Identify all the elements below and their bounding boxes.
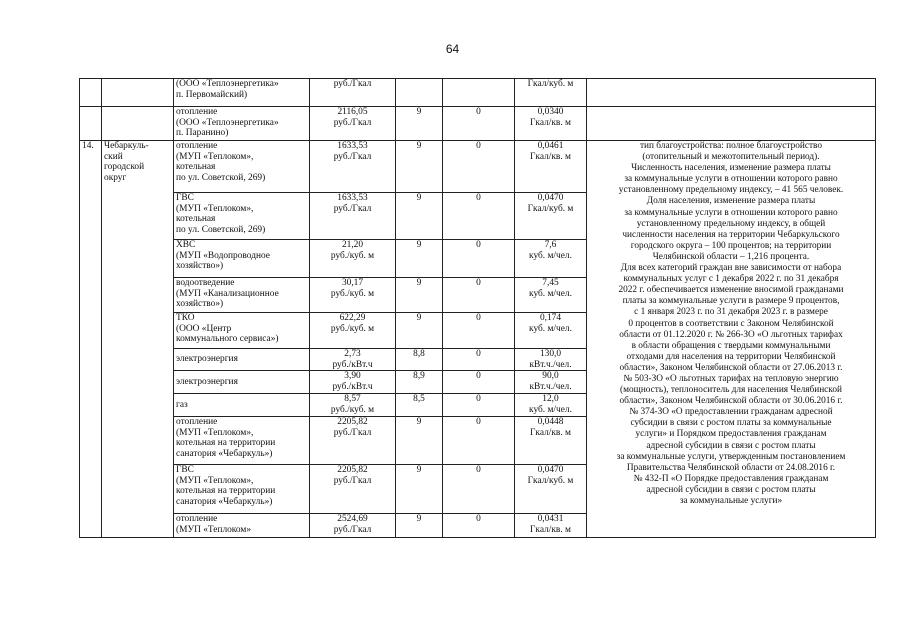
service-cell: ГВС (МУП «Теплоком», котельная на территории санатория «Чебаркуль») <box>174 465 310 514</box>
volume-cell: 0,0431 Гкал/кв. м <box>515 514 587 538</box>
change-cell: 0 <box>443 107 515 141</box>
municipality-name: Чебаркуль- ский городской округ <box>102 141 174 538</box>
change-cell: 0 <box>443 240 515 278</box>
volume-cell: 0,174 куб. м/чел. <box>515 313 587 349</box>
service-cell: водоотведение (МУП «Канализационное хозяйство») <box>174 278 310 313</box>
change-cell: 0 <box>443 141 515 193</box>
tariff-cell: 2205,82 руб./Гкал <box>310 465 396 514</box>
service-cell: отопление (ООО «Теплоэнергетика» п. Паранино) <box>174 107 310 141</box>
notes-cell: тип благоустройства: полное благоустройство (отопительный и межотопительный период). Численность населения, изменение размера платы за коммунальные услуги в отношении которого равно установленному предельному индексу, – 41 565 человек. Доля населения, изменение размера платы за коммунальные услуги в отношении которого равно установленному предельному индексу, в общей численности населения на территории Чебаркульского городского округа – 100 процентов; на территории Челябинской области – 1,216 процента. Для всех категорий граждан вне зависимости от набора коммунальных услуг с 1 декабря 2022 г. по 31 декабря 2022 г. обеспечивается изменение вносимой гражданами платы за коммунальные услуги в размере 9 процентов, с 1 января 2023 г. по 31 декабря 2023 г. в размере 0 процентов в соответствии с Законом Челябинской области от 01.12.2020 г. № 266-ЗО «О льготных тарифах в области обращения с твердыми коммунальными отходами для населения на территории Челябинской области», Законом Челябинской области от 27.06.2013 г. № 503-ЗО «О льготных тарифах на тепловую энергию (мощность), теплоноситель для населения Челябинской области», Законом Челябинской области от 30.06.2016 г. № 374-ЗО «О предоставлении гражданам адресной субсидии в связи с ростом платы за коммунальные услуги» и Порядком предоставления гражданам адресной субсидии в связи с ростом платы за коммунальные услуги, утвержденным постановлением Правительства Челябинской области от 24.08.2016 г. № 432-П «О Порядке предоставления гражданам адресной субсидии в связи с ростом платы за коммунальные услуги» <box>587 141 876 538</box>
index-cell: 9 <box>396 278 443 313</box>
service-cell: ТКО (ООО «Центр коммунального сервиса») <box>174 313 310 349</box>
volume-cell: 90,0 кВт.ч./чел. <box>515 371 587 394</box>
table-row <box>80 141 876 193</box>
tariff-cell: 2205,82 руб./Гкал <box>310 417 396 465</box>
volume-cell: 130,0 кВт.ч./чел. <box>515 349 587 371</box>
index-cell: 9 <box>396 240 443 278</box>
index-cell: 8,9 <box>396 371 443 394</box>
tariff-cell: 1633,53 руб./Гкал <box>310 141 396 193</box>
tariff-cell: 30,17 руб./куб. м <box>310 278 396 313</box>
volume-cell: 0,0340 Гкал/кв. м <box>515 107 587 141</box>
volume-cell: 7,45 куб. м/чел. <box>515 278 587 313</box>
index-cell: 9 <box>396 313 443 349</box>
service-cell: отопление (МУП «Теплоком», котельная на территории санатория «Чебаркуль») <box>174 417 310 465</box>
index-cell: 9 <box>396 141 443 193</box>
change-cell: 0 <box>443 278 515 313</box>
index-cell: 9 <box>396 514 443 538</box>
tariff-cell: 2,73 руб./кВт.ч <box>310 349 396 371</box>
volume-cell: 7,6 куб. м/чел. <box>515 240 587 278</box>
index-cell: 8,8 <box>396 349 443 371</box>
change-cell: 0 <box>443 465 515 514</box>
index-cell <box>396 79 443 107</box>
index-cell: 9 <box>396 107 443 141</box>
change-cell: 0 <box>443 394 515 417</box>
change-cell: 0 <box>443 313 515 349</box>
volume-cell: 0,0470 Гкал/куб. м <box>515 465 587 514</box>
tariff-table <box>79 78 876 538</box>
change-cell: 0 <box>443 417 515 465</box>
tariff-cell: 2524,69 руб./Гкал <box>310 514 396 538</box>
tariff-cell: 3,90 руб./кВт.ч <box>310 371 396 394</box>
service-cell: отопление (МУП «Теплоком», котельная по ул. Советской, 269) <box>174 141 310 193</box>
service-cell: (ООО «Теплоэнергетика» п. Первомайский) <box>174 79 310 107</box>
tariff-cell: 2116,05 руб./Гкал <box>310 107 396 141</box>
service-cell: ХВС (МУП «Водопроводное хозяйство») <box>174 240 310 278</box>
service-cell: отопление (МУП «Теплоком» <box>174 514 310 538</box>
tariff-cell: 1633,53 руб./Гкал <box>310 193 396 240</box>
change-cell: 0 <box>443 514 515 538</box>
index-cell: 9 <box>396 193 443 240</box>
service-cell: ГВС (МУП «Теплоком», котельная по ул. Советской, 269) <box>174 193 310 240</box>
service-cell: газ <box>174 394 310 417</box>
tariff-cell: 21,20 руб./куб. м <box>310 240 396 278</box>
table-row <box>80 107 876 141</box>
tariff-cell: 8,57 руб./куб. м <box>310 394 396 417</box>
volume-cell: 12,0 куб. м/чел. <box>515 394 587 417</box>
tariff-cell: руб./Гкал <box>310 79 396 107</box>
tariff-cell: 622,29 руб./куб. м <box>310 313 396 349</box>
municipality-number: 14. <box>80 141 102 538</box>
change-cell: 0 <box>443 349 515 371</box>
page-number: 64 <box>445 42 460 56</box>
volume-cell: 0,0448 Гкал/кв. м <box>515 417 587 465</box>
change-cell <box>443 79 515 107</box>
service-cell: электроэнергия <box>174 349 310 371</box>
table-row <box>80 79 876 107</box>
service-cell: электроэнергия <box>174 371 310 394</box>
index-cell: 9 <box>396 465 443 514</box>
change-cell: 0 <box>443 193 515 240</box>
volume-cell: Гкал/куб. м <box>515 79 587 107</box>
index-cell: 8,5 <box>396 394 443 417</box>
index-cell: 9 <box>396 417 443 465</box>
volume-cell: 0,0470 Гкал/куб. м <box>515 193 587 240</box>
volume-cell: 0,0461 Гкал/кв. м <box>515 141 587 193</box>
change-cell: 0 <box>443 371 515 394</box>
